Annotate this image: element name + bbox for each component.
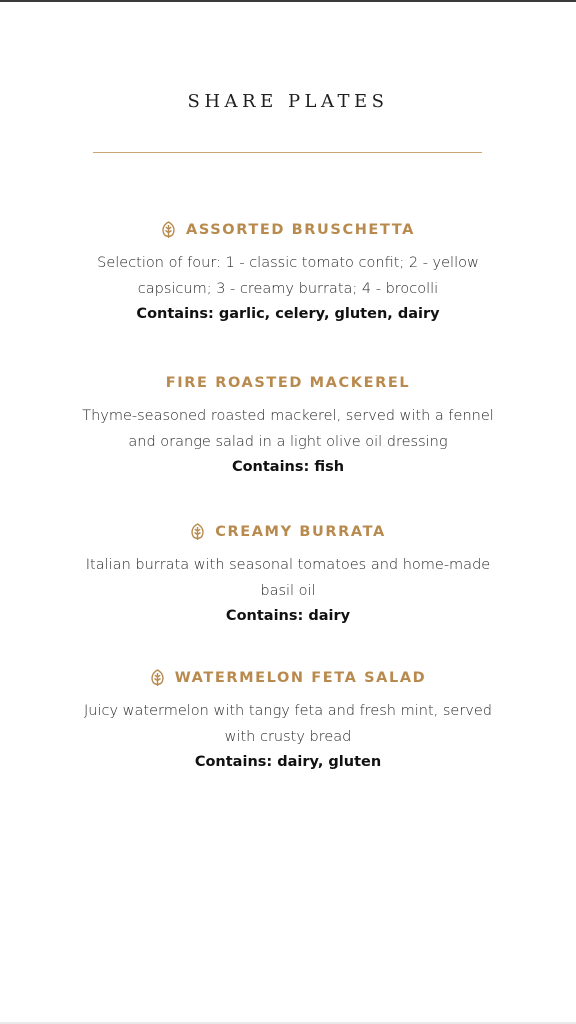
- dish-description: Juicy watermelon with tangy feta and fresh mint, served with crusty bread: [84, 703, 492, 745]
- leaf-icon: [150, 669, 165, 687]
- page-title: SHARE PLATES: [187, 91, 389, 112]
- title-divider: [93, 152, 482, 153]
- dish-allergens: Contains: garlic, celery, gluten, dairy: [136, 306, 440, 322]
- dish-description: Selection of four: 1 - classic tomato confit; 2 - yellow capsicum; 3 - creamy burrata; 4 - brocolli: [97, 255, 479, 297]
- dish-item: [0, 666, 576, 774]
- dish-item: [0, 371, 576, 479]
- dish-heading: [0, 666, 576, 690]
- leaf-icon: [161, 221, 176, 239]
- dish-heading: [0, 371, 576, 395]
- dish-description: Thyme-seasoned roasted mackerel, served with a fennel and orange salad in a light olive oil dressing: [82, 408, 494, 450]
- dish-heading: [0, 218, 576, 242]
- dish-name: CREAMY BURRATA: [215, 524, 386, 540]
- dish-allergens: Contains: dairy: [225, 608, 351, 624]
- dish-allergens: Contains: fish: [231, 459, 345, 475]
- dish-allergens: Contains: dairy, gluten: [194, 754, 382, 770]
- top-border: [0, 0, 576, 2]
- dish-item: [0, 218, 576, 326]
- dish-item: [0, 520, 576, 628]
- dish-description: Italian burrata with seasonal tomatoes and home-made basil oil: [85, 557, 491, 599]
- dish-name: WATERMELON FETA SALAD: [174, 670, 427, 686]
- dish-name: FIRE ROASTED MACKEREL: [165, 375, 411, 391]
- dish-heading: [0, 520, 576, 544]
- leaf-icon: [190, 523, 205, 541]
- dish-name: ASSORTED BRUSCHETTA: [186, 222, 415, 238]
